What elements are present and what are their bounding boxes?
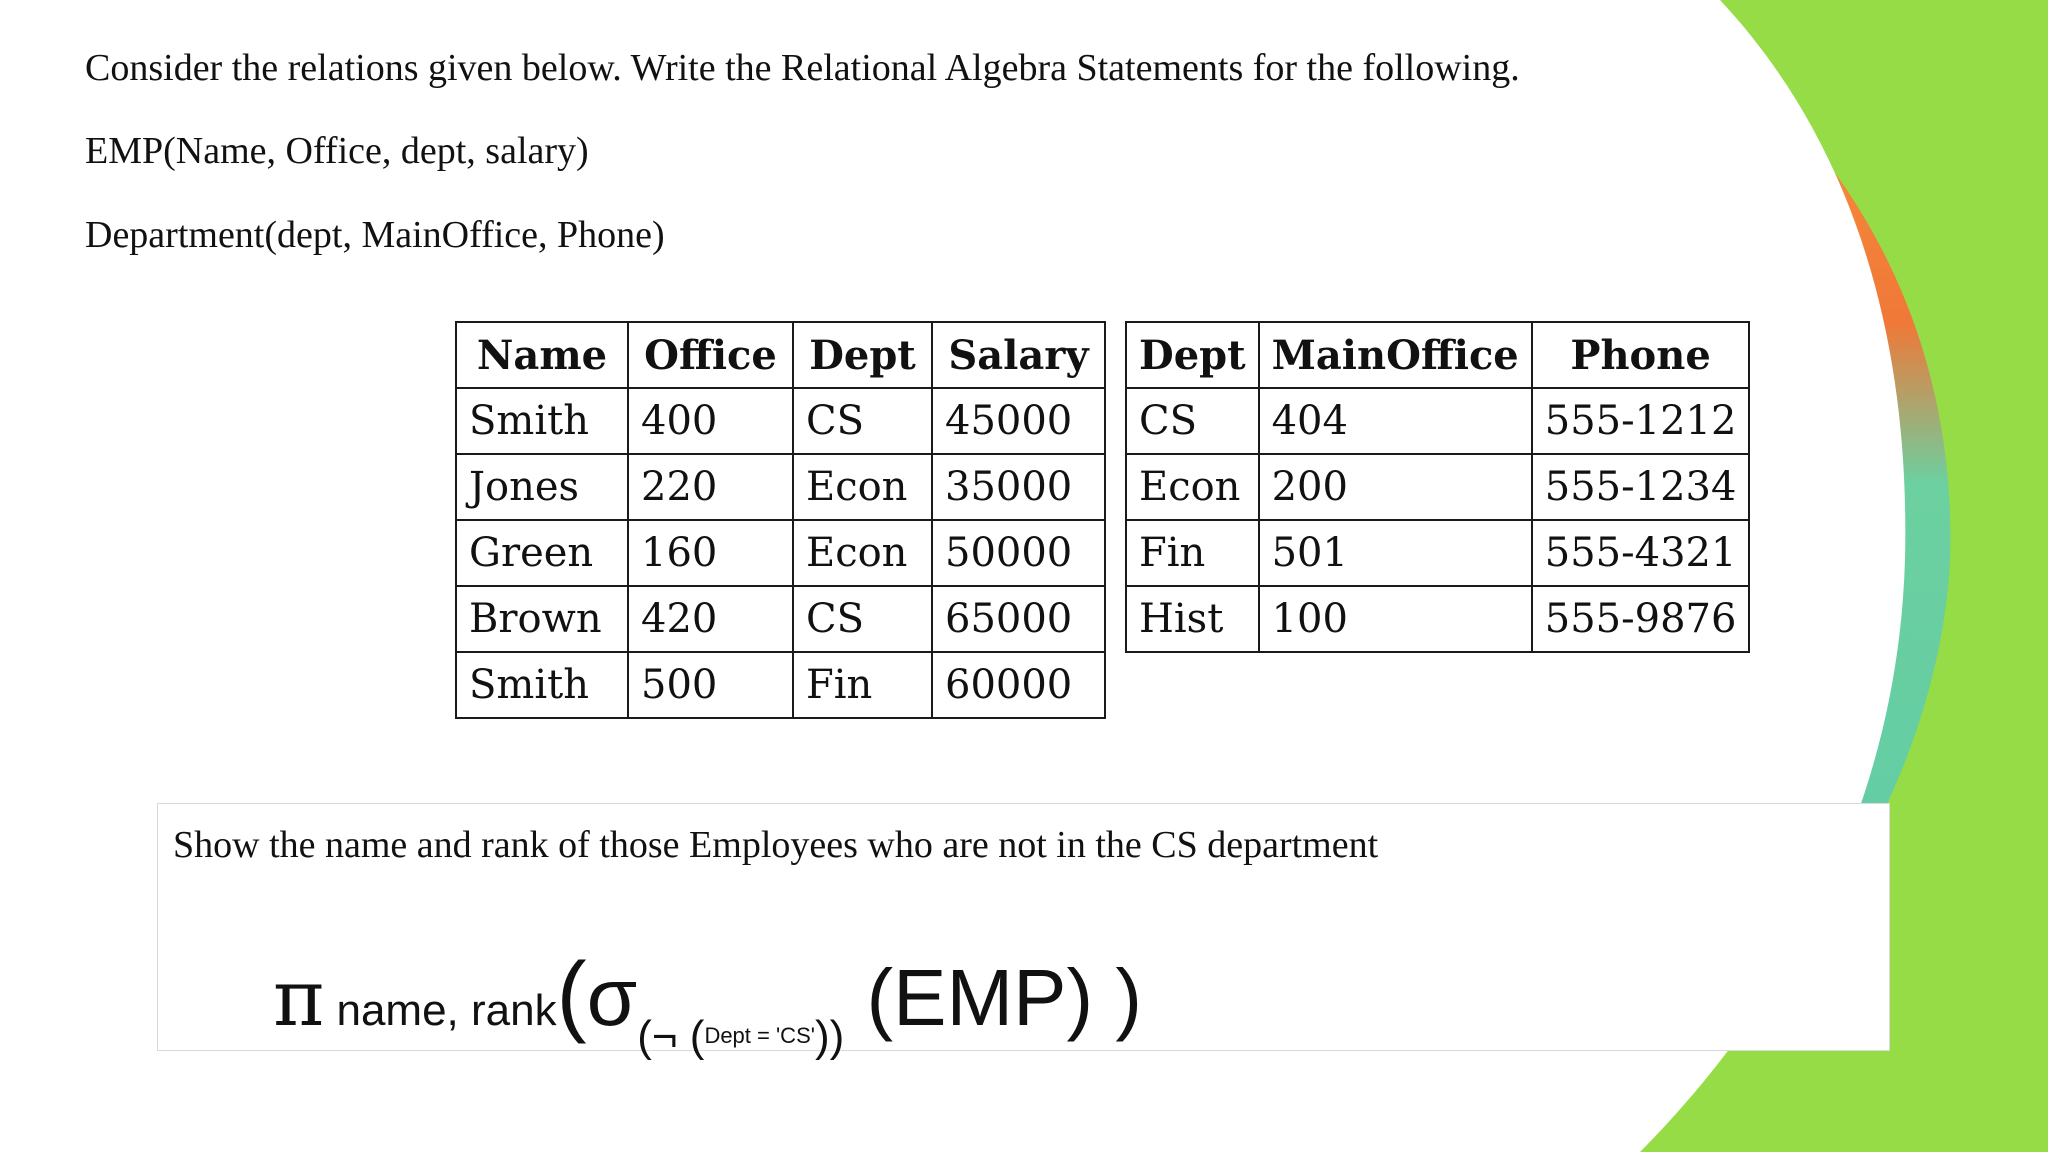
table-row [456,586,1105,652]
emp-cell: Econ [793,454,932,520]
emp-header-salary: Salary [932,322,1105,388]
selection-negation-open: (¬ ( [637,1012,705,1061]
relation-emp: (EMP) ) [844,953,1142,1042]
emp-header-row [456,322,1105,388]
dept-cell: 555-4321 [1532,520,1750,586]
department-table [1125,321,1750,653]
dept-header-row [1126,322,1749,388]
dept-header-phone: Phone [1532,322,1750,388]
table-row [456,652,1105,718]
table-row [456,520,1105,586]
emp-cell: 60000 [932,652,1105,718]
emp-header-office: Office [628,322,793,388]
selection-negation-close: )) [814,1012,845,1061]
emp-cell: Fin [793,652,932,718]
emp-cell: 45000 [932,388,1105,454]
dept-cell: 501 [1259,520,1532,586]
formula-open-paren: ( [556,945,587,1045]
emp-cell: Smith [456,652,628,718]
dept-cell: 555-1212 [1532,388,1750,454]
table-row [456,388,1105,454]
emp-cell: Green [456,520,628,586]
selection-sigma-symbol: σ [586,952,638,1043]
dept-cell: 100 [1259,586,1532,652]
emp-cell: CS [793,388,932,454]
emp-cell: 420 [628,586,793,652]
relational-algebra-formula [273,944,1142,1061]
dept-header-dept: Dept [1126,322,1259,388]
dept-cell: 200 [1259,454,1532,520]
emp-header-dept: Dept [793,322,932,388]
selection-condition: Dept = 'CS' [704,1023,815,1048]
emp-cell: 400 [628,388,793,454]
emp-cell: 500 [628,652,793,718]
emp-cell: 65000 [932,586,1105,652]
dept-header-mainoffice: MainOffice [1259,322,1532,388]
emp-cell: 220 [628,454,793,520]
table-row [1126,454,1749,520]
emp-cell: Econ [793,520,932,586]
emp-cell: 35000 [932,454,1105,520]
table-row [1126,586,1749,652]
projection-attributes: name, rank [324,986,557,1035]
emp-cell: Brown [456,586,628,652]
emp-table [455,321,1106,719]
emp-cell: 50000 [932,520,1105,586]
dept-cell: 404 [1259,388,1532,454]
question-text: Show the name and rank of those Employees who are not in the CS department [173,824,1379,866]
department-schema: Department(dept, MainOffice, Phone) [85,214,665,256]
table-row [456,454,1105,520]
emp-cell: Smith [456,388,628,454]
emp-cell: 160 [628,520,793,586]
emp-cell: CS [793,586,932,652]
dept-cell: Econ [1126,454,1259,520]
dept-cell: CS [1126,388,1259,454]
question-box [157,803,1890,1061]
dept-cell: 555-1234 [1532,454,1750,520]
emp-cell: Jones [456,454,628,520]
dept-cell: Fin [1126,520,1259,586]
dept-cell: Hist [1126,586,1259,652]
dept-cell: 555-9876 [1532,586,1750,652]
table-row [1126,388,1749,454]
intro-instruction: Consider the relations given below. Write the Relational Algebra Statements for the following. [85,47,1520,89]
emp-header-name: Name [456,322,628,388]
emp-schema: EMP(Name, Office, dept, salary) [85,130,589,172]
projection-pi-symbol: π [273,954,325,1044]
table-row [1126,520,1749,586]
